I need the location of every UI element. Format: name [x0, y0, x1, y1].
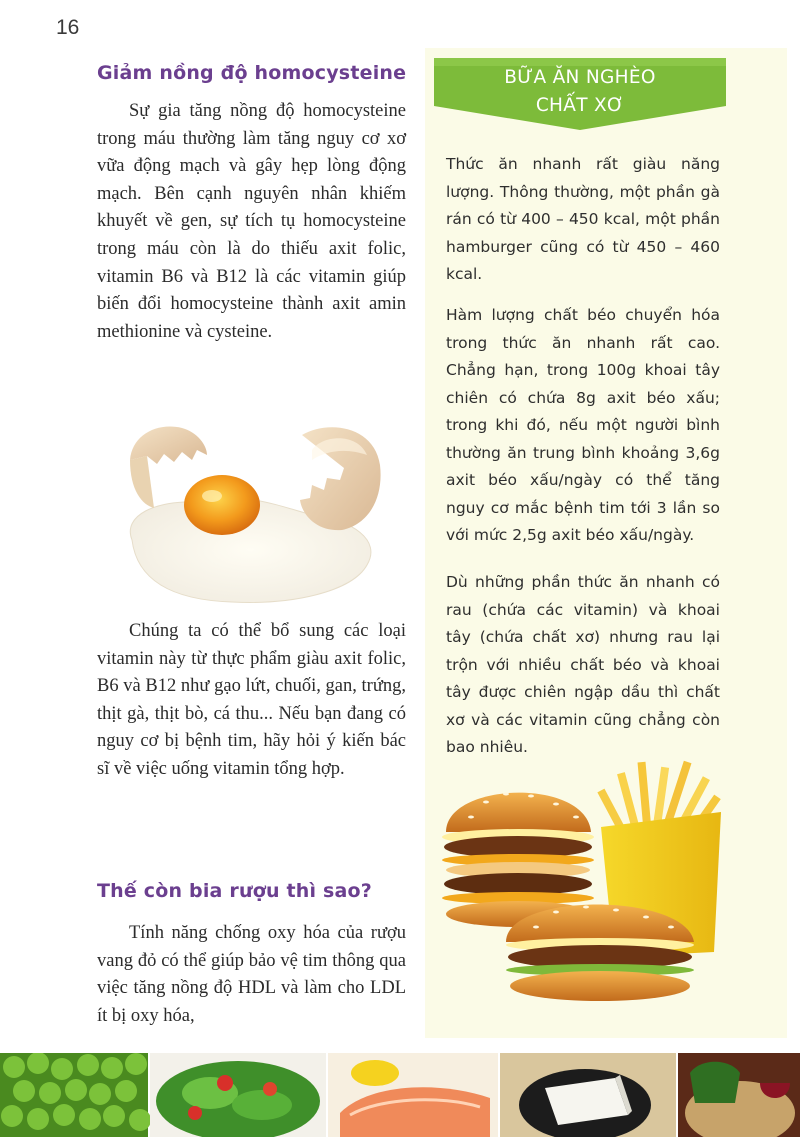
paragraph-red-wine: Tính năng chống oxy hóa của rượu vang đỏ có thể giúp bảo vệ tim thông qua việc tăng nồng độ HDL và làm cho LDL ít bị oxy hóa,	[97, 923, 406, 1026]
tofu-photo	[500, 1053, 676, 1137]
section-heading-alcohol: Thế còn bia rượu thì sao?	[97, 880, 373, 902]
sidebar-paragraph-fiber: Dù những phần thức ăn nhanh có rau (chứa các vitamin) và khoai tây (chứa chất xơ) nhưng rau lại trộn với nhiều chất béo và khoai tây được chiên ngập dầu thì chất xơ và các vitamin cũng chẳng còn bao nhiêu.	[446, 573, 720, 756]
paragraph-vitamin-sources: Chúng ta có thể bổ sung các loại vitamin này từ thực phẩm giàu axit folic, B6 và B12 như gạo lứt, chuối, gan, trứng, thịt gà, thịt bò, cá thu... Nếu bạn đang có nguy cơ bị bệnh tim, hãy hỏi ý kiến bác sĩ về việc uống vitamin tổng hợp.	[97, 621, 406, 779]
food-photo-strip	[0, 1053, 800, 1137]
salad-photo	[150, 1053, 326, 1137]
green-peas-photo	[0, 1053, 151, 1137]
wine-photo	[678, 1053, 800, 1137]
sidebar-paragraph-energy: Thức ăn nhanh rất giàu năng lượng. Thông thường, một phần gà rán có từ 400 – 450 kcal, một phần hamburger cũng có từ 450 – 460 kcal.	[446, 155, 720, 283]
sidebar-paragraph-trans-fat: Hàm lượng chất béo chuyển hóa trong thức ăn nhanh rất cao. Chẳng hạn, trong 100g khoai tây chiên có chứa 8g axit béo xấu; trong khi đó, nếu một người bình thường ăn trung bình khoảng 3,6g axit béo xấu/ngày có thể tăng nguy cơ mắc bệnh tim tới 3 lần so với mức 2,5g axit béo xấu/ngày.	[446, 306, 720, 544]
paragraph-homocysteine: Sự gia tăng nồng độ homocysteine trong máu thường làm tăng nguy cơ xơ vữa động mạch và gây hẹp lòng động mạch. Bên cạnh nguyên nhân khiếm khuyết về gen, sự tích tụ homocysteine trong máu còn là do thiếu axit folic, vitamin B6 và B12 là các vitamin giúp biến đổi homocysteine thành axit amin methionine và cysteine.	[97, 101, 406, 342]
cracked-egg-illustration	[112, 420, 397, 610]
fast-food-illustration	[436, 752, 726, 1012]
section-heading-homocysteine: Giảm nồng độ homocysteine	[97, 62, 407, 84]
front-burger	[506, 905, 694, 1002]
salmon-photo	[328, 1053, 498, 1137]
sidebar-banner-title: BỮA ĂN NGHÈO CHẤT XƠ	[504, 67, 656, 116]
page-number: 16	[56, 16, 80, 39]
